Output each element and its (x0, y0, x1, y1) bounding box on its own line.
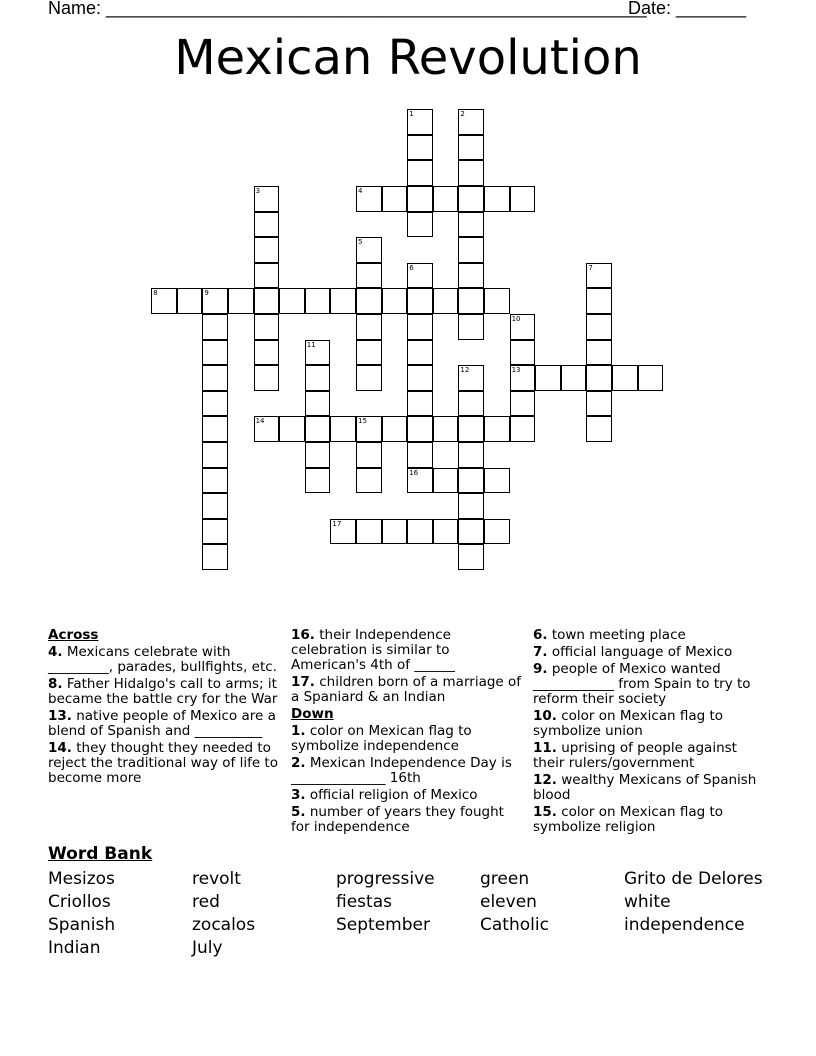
word-bank-item: independence (624, 915, 745, 935)
grid-cell[interactable] (202, 442, 228, 468)
word-bank-item: Grito de Delores (624, 869, 763, 889)
grid-cell[interactable] (484, 468, 510, 494)
grid-cell[interactable] (484, 416, 510, 442)
word-bank-item: green (480, 869, 530, 889)
word-bank-item: fiestas (336, 892, 392, 912)
grid-cell[interactable] (510, 391, 536, 417)
clue-down-3: 3. official religion of Mexico (291, 787, 478, 803)
grid-cell[interactable] (305, 288, 331, 314)
word-bank-list (48, 868, 788, 959)
grid-cell[interactable] (254, 237, 280, 263)
grid-cell[interactable] (458, 519, 484, 545)
grid-cell[interactable] (433, 288, 459, 314)
grid-cell[interactable] (458, 263, 484, 289)
grid-cell[interactable] (458, 391, 484, 417)
word-bank-item: Catholic (480, 915, 549, 935)
grid-cell[interactable] (458, 135, 484, 161)
grid-cell[interactable] (202, 288, 228, 314)
grid-cell[interactable] (586, 263, 612, 289)
across-heading: Across (48, 627, 99, 643)
grid-cell[interactable] (305, 442, 331, 468)
grid-cell[interactable] (510, 340, 536, 366)
grid-cell[interactable] (202, 519, 228, 545)
clue-down-2: 2. Mexican Independence Day is ______________ 16th (291, 755, 512, 786)
clue-column-2 (291, 628, 523, 837)
grid-cell[interactable] (561, 365, 587, 391)
grid-cell[interactable] (177, 288, 203, 314)
grid-cell[interactable] (586, 391, 612, 417)
grid-cell[interactable] (305, 340, 331, 366)
word-bank-item: white (624, 892, 671, 912)
grid-cell[interactable] (330, 519, 356, 545)
clue-across-13: 13. native people of Mexico are a blend of Spanish and __________ (48, 708, 276, 739)
grid-cell[interactable] (254, 212, 280, 238)
grid-cell[interactable] (151, 288, 177, 314)
grid-cell[interactable] (407, 468, 433, 494)
grid-cell[interactable] (612, 365, 638, 391)
grid-cell[interactable] (356, 288, 382, 314)
grid-cell[interactable] (305, 416, 331, 442)
grid-cell[interactable] (254, 340, 280, 366)
clue-down-6: 6. town meeting place (533, 627, 686, 643)
cell-number: 14 (255, 417, 265, 426)
grid-cell[interactable] (586, 416, 612, 442)
word-bank-item: Spanish (48, 915, 116, 935)
clue-down-9: 9. people of Mexico wanted ____________ from Spain to try to reform their society (533, 661, 751, 707)
grid-cell[interactable] (330, 416, 356, 442)
grid-cell[interactable] (254, 416, 280, 442)
cell-number: 5 (358, 238, 363, 247)
word-bank-item: eleven (480, 892, 537, 912)
grid-cell[interactable] (407, 186, 433, 212)
cell-number: 16 (409, 468, 419, 477)
grid-cell[interactable] (382, 416, 408, 442)
clue-across-4: 4. Mexicans celebrate with _________, parades, bullfights, etc. (48, 644, 277, 675)
grid-cell[interactable] (407, 160, 433, 186)
grid-cell[interactable] (407, 314, 433, 340)
grid-cell[interactable] (330, 288, 356, 314)
word-bank-title: Word Bank (48, 844, 153, 864)
grid-cell[interactable] (638, 365, 664, 391)
cell-number: 9 (204, 289, 209, 298)
clue-across-14: 14. they thought they needed to reject the traditional way of life to become more (48, 740, 278, 786)
cell-number: 15 (358, 417, 367, 426)
grid-cell[interactable] (202, 314, 228, 340)
grid-cell[interactable] (407, 340, 433, 366)
grid-cell[interactable] (510, 186, 536, 212)
grid-cell[interactable] (433, 416, 459, 442)
grid-cell[interactable] (356, 237, 382, 263)
grid-cell[interactable] (458, 544, 484, 570)
grid-cell[interactable] (510, 365, 536, 391)
grid-cell[interactable] (356, 263, 382, 289)
grid-cell[interactable] (458, 160, 484, 186)
grid-cell[interactable] (305, 391, 331, 417)
grid-cell[interactable] (586, 365, 612, 391)
grid-cell[interactable] (382, 519, 408, 545)
word-bank-item: progressive (336, 869, 435, 889)
word-bank-item: red (192, 892, 220, 912)
word-bank-item: Criollos (48, 892, 111, 912)
grid-cell[interactable] (407, 263, 433, 289)
grid-cell[interactable] (407, 288, 433, 314)
grid-cell[interactable] (254, 263, 280, 289)
clue-column-1 (48, 628, 280, 788)
grid-cell[interactable] (407, 416, 433, 442)
cell-number: 8 (153, 289, 158, 298)
grid-cell[interactable] (202, 468, 228, 494)
grid-cell[interactable] (356, 468, 382, 494)
grid-cell[interactable] (202, 365, 228, 391)
clue-down-10: 10. color on Mexican flag to symbolize union (533, 708, 724, 739)
grid-cell[interactable] (202, 340, 228, 366)
grid-cell[interactable] (382, 288, 408, 314)
grid-cell[interactable] (433, 519, 459, 545)
clue-across-17: 17. children born of a marriage of a Spaniard & an Indian (291, 674, 522, 705)
grid-cell[interactable] (458, 442, 484, 468)
clue-down-5: 5. number of years they fought for independence (291, 804, 504, 835)
grid-cell[interactable] (586, 288, 612, 314)
grid-cell[interactable] (458, 109, 484, 135)
grid-cell[interactable] (433, 186, 459, 212)
word-bank-item: revolt (192, 869, 241, 889)
clue-down-7: 7. official language of Mexico (533, 644, 733, 660)
grid-cell[interactable] (484, 288, 510, 314)
cell-number: 13 (511, 366, 521, 375)
grid-cell[interactable] (484, 186, 510, 212)
word-bank-item: Indian (48, 938, 101, 958)
grid-cell[interactable] (407, 135, 433, 161)
word-bank (48, 844, 788, 959)
grid-cell[interactable] (510, 314, 536, 340)
grid-cell[interactable] (458, 416, 484, 442)
grid-cell[interactable] (254, 365, 280, 391)
word-bank-item: zocalos (192, 915, 256, 935)
grid-cell[interactable] (356, 186, 382, 212)
clue-down-12: 12. wealthy Mexicans of Spanish blood (533, 772, 757, 803)
cell-number: 2 (460, 110, 465, 119)
grid-cell[interactable] (407, 109, 433, 135)
grid-cell[interactable] (535, 365, 561, 391)
grid-cell[interactable] (458, 314, 484, 340)
grid-cell[interactable] (254, 314, 280, 340)
clue-down-11: 11. uprising of people against their rulers/government (533, 740, 737, 771)
cell-number: 12 (460, 366, 470, 375)
cell-number: 3 (255, 187, 261, 195)
clue-down-15: 15. color on Mexican flag to symbolize religion (533, 804, 724, 835)
name-field-label: Name: ______________________________________________________ (48, 0, 647, 18)
grid-cell[interactable] (433, 468, 459, 494)
cell-number: 17 (332, 519, 342, 528)
grid-cell[interactable] (458, 365, 484, 391)
grid-cell[interactable] (458, 288, 484, 314)
grid-cell[interactable] (407, 365, 433, 391)
cell-number: 7 (588, 263, 593, 272)
grid-cell[interactable] (458, 212, 484, 238)
grid-cell[interactable] (356, 416, 382, 442)
clue-across-16: 16. their Independence celebration is similar to American's 4th of ______ (291, 627, 455, 673)
cell-number: 11 (306, 340, 316, 349)
grid-cell[interactable] (356, 365, 382, 391)
grid-cell[interactable] (510, 416, 536, 442)
cell-number: 1 (409, 110, 414, 119)
clue-down-1: 1. color on Mexican flag to symbolize independence (291, 723, 472, 754)
grid-cell[interactable] (202, 493, 228, 519)
grid-cell[interactable] (279, 288, 305, 314)
grid-cell[interactable] (586, 314, 612, 340)
grid-cell[interactable] (202, 544, 228, 570)
grid-cell[interactable] (407, 442, 433, 468)
grid-cell[interactable] (279, 416, 305, 442)
grid-cell[interactable] (254, 288, 280, 314)
grid-cell[interactable] (484, 519, 510, 545)
page-title: Mexican Revolution (174, 30, 642, 86)
word-bank-item: Mesizos (48, 869, 115, 889)
grid-cell[interactable] (356, 442, 382, 468)
grid-cell[interactable] (407, 519, 433, 545)
cell-number: 4 (358, 187, 363, 195)
grid-cell[interactable] (305, 365, 331, 391)
cell-number: 10 (511, 315, 521, 323)
grid-cell[interactable] (407, 391, 433, 417)
grid-cell[interactable] (458, 237, 484, 263)
grid-cell[interactable] (458, 468, 484, 494)
grid-cell[interactable] (305, 468, 331, 494)
grid-cell[interactable] (586, 340, 612, 366)
date-field-label: Date: _______ (628, 0, 747, 18)
grid-cell[interactable] (254, 186, 280, 212)
cell-number: 6 (409, 263, 414, 272)
grid-cell[interactable] (356, 519, 382, 545)
grid-cell[interactable] (458, 186, 484, 212)
grid-cell[interactable] (356, 340, 382, 366)
word-bank-item: September (336, 915, 430, 935)
grid-cell[interactable] (228, 288, 254, 314)
grid-cell[interactable] (202, 416, 228, 442)
clue-across-8: 8. Father Hidalgo's call to arms; it became the battle cry for the War (48, 676, 278, 707)
grid-cell[interactable] (202, 391, 228, 417)
grid-cell[interactable] (407, 212, 433, 238)
clue-column-3 (533, 628, 765, 837)
grid-cell[interactable] (458, 493, 484, 519)
grid-cell[interactable] (382, 186, 408, 212)
down-heading: Down (291, 706, 334, 722)
word-bank-item: July (192, 938, 223, 958)
grid-cell[interactable] (356, 314, 382, 340)
